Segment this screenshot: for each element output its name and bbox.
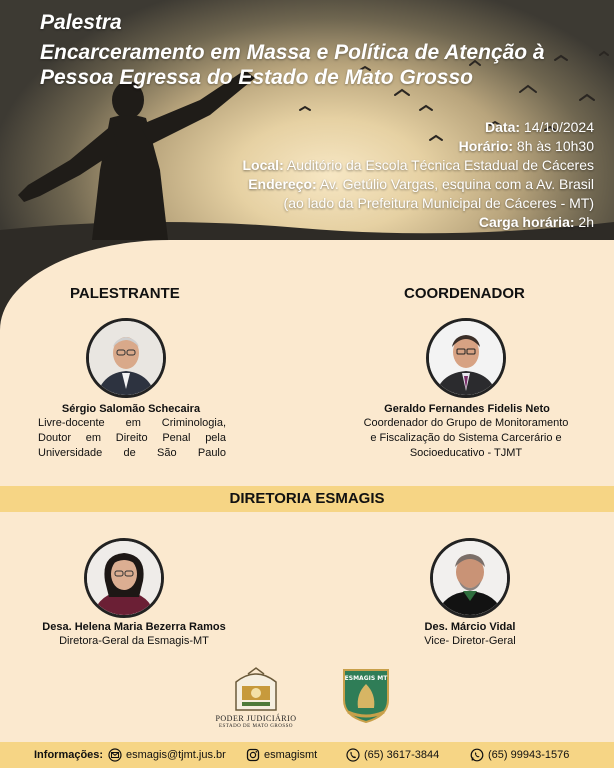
email-text: esmagis@tjmt.jus.br	[126, 749, 226, 761]
event-title: Encarceramento em Massa e Política de Atenção à Pessoa Egressa do Estado de Mato Grosso	[40, 41, 545, 89]
phone2-contact[interactable]	[470, 742, 569, 768]
hours-label: Carga horária:	[478, 214, 575, 230]
event-details	[174, 118, 594, 232]
board-heading: DIRETORIA ESMAGIS	[0, 486, 614, 512]
info-label-wrap	[34, 742, 103, 768]
board-member1-photo	[84, 538, 164, 618]
address-label: Endereço:	[248, 176, 317, 192]
board-member2-name: Des. Márcio Vidal	[424, 621, 516, 633]
phone1-contact[interactable]	[346, 742, 439, 768]
time-value: 8h às 10h30	[516, 138, 594, 154]
footer-bar	[0, 742, 614, 768]
place-value: Auditório da Escola Técnica Estadual de Cáceres	[286, 157, 594, 173]
coordinator-desc-line: Coordenador do Grupo de Monitoramento	[363, 417, 569, 429]
date-label: Data:	[485, 119, 521, 135]
speaker-description	[38, 416, 226, 461]
coordinator-photo	[426, 318, 506, 398]
address-value: Av. Getúlio Vargas, esquina com a Av. Brasil	[319, 176, 594, 192]
time-label: Horário:	[458, 138, 514, 154]
title-block	[40, 10, 560, 90]
place-label: Local:	[242, 157, 284, 173]
judiciary-logo	[228, 664, 284, 712]
instagram-contact[interactable]	[246, 742, 317, 768]
speaker-heading: PALESTRANTE	[70, 285, 180, 302]
speaker-desc-line: Livre-docente em Criminologia,	[38, 417, 226, 429]
judiciary-subcaption: ESTADO DE MATO GROSSO	[218, 724, 294, 729]
board-member2-role: Vice- Diretor-Geral	[424, 635, 516, 647]
coordinator-desc-line: Socioeducativo - TJMT	[409, 447, 523, 459]
judiciary-caption: PODER JUDICIÁRIO	[215, 714, 297, 723]
speaker-desc-line: Universidade de São Paulo	[38, 447, 226, 459]
instagram-text: esmagismt	[264, 749, 318, 761]
speaker-photo	[86, 318, 166, 398]
event-kicker: Palestra	[40, 11, 122, 34]
board-member1-name: Desa. Helena Maria Bezerra Ramos	[42, 621, 226, 633]
speaker-name: Sérgio Salomão Schecaira	[61, 403, 201, 415]
email-contact[interactable]	[108, 742, 226, 768]
instagram-icon	[246, 748, 260, 762]
board-member2-photo	[430, 538, 510, 618]
phone-icon	[346, 748, 360, 762]
coordinator-description	[340, 416, 592, 461]
coordinator-name: Geraldo Fernandes Fidelis Neto	[384, 403, 550, 415]
phone1-text: (65) 3617-3844	[364, 749, 440, 761]
coordinator-desc-line: e Fiscalização do Sistema Carcerário e	[370, 432, 562, 444]
date-value: 14/10/2024	[523, 119, 594, 135]
whatsapp-icon	[470, 748, 484, 762]
phone2-text: (65) 99943-1576	[488, 749, 570, 761]
address-note: (ao lado da Prefeitura Municipal de Cáceres - MT)	[283, 195, 594, 211]
speaker-desc-line: Doutor em Direito Penal pela	[38, 432, 226, 444]
info-label: Informações:	[34, 749, 104, 761]
email-icon	[108, 748, 122, 762]
esmagis-logo	[338, 664, 394, 724]
coordinator-heading: COORDENADOR	[404, 285, 525, 302]
board-member1-role: Diretora-Geral da Esmagis-MT	[59, 635, 209, 647]
hours-value: 2h	[578, 214, 594, 230]
svg-text:ESMAGIS MT: ESMAGIS MT	[344, 675, 388, 682]
